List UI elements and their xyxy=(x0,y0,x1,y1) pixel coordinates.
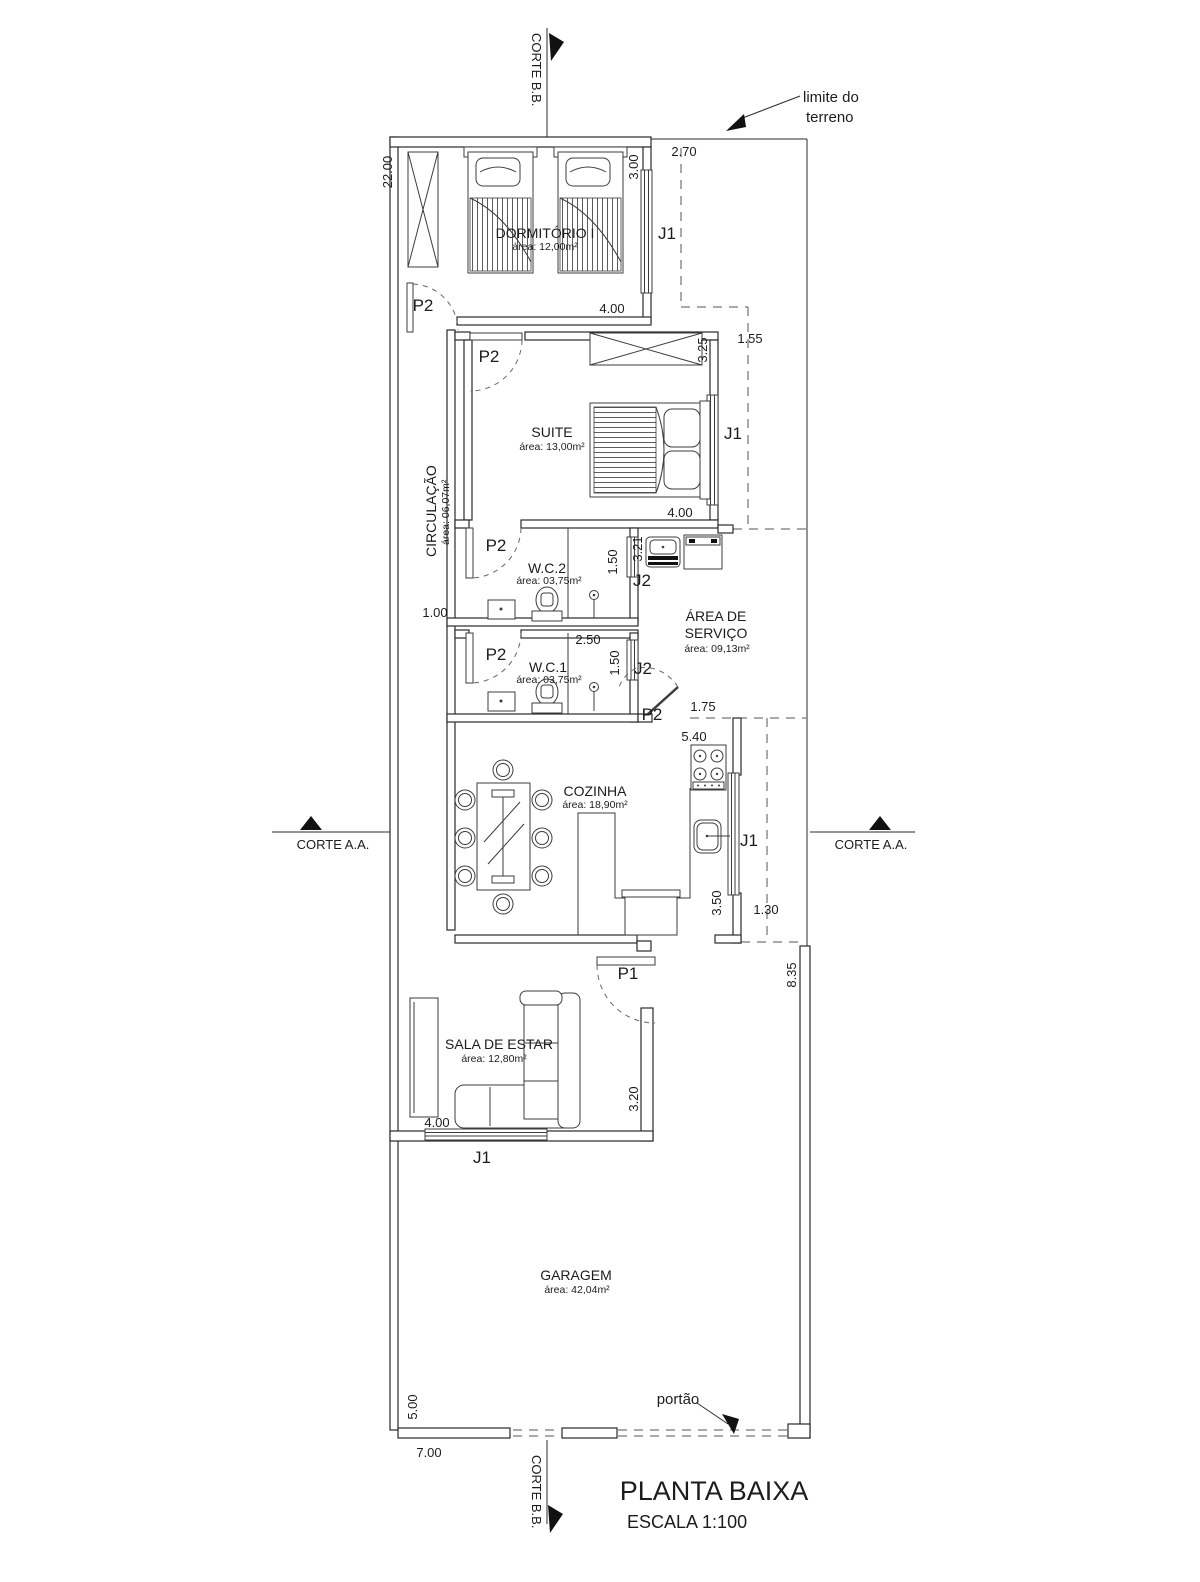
cozinha-furniture xyxy=(455,745,730,935)
room-name-wc1: W.C.1 xyxy=(528,659,568,675)
gate-dashed xyxy=(513,1430,788,1436)
dim-22-00: 22.00 xyxy=(380,155,395,189)
stove-icon xyxy=(691,745,726,790)
servico-fixtures xyxy=(646,535,722,569)
gate-label: portão xyxy=(656,1391,700,1408)
dim-1-55: 1.55 xyxy=(737,331,763,346)
dim-8-35: 8.35 xyxy=(784,962,799,988)
tag-p2-suite: P2 xyxy=(478,347,500,366)
window-j1-cozinha xyxy=(728,773,739,895)
kitchen-sink-icon xyxy=(694,820,730,853)
section-bb-label-top: CORTE B.B. xyxy=(529,33,544,107)
dim-7-00: 7.00 xyxy=(416,1445,442,1460)
terrain-limit-leader xyxy=(740,96,800,119)
dim-1-75: 1.75 xyxy=(690,699,716,714)
wardrobe-icon xyxy=(590,333,702,365)
bed-single-icon xyxy=(554,147,627,273)
section-aa-arrow-left xyxy=(300,816,322,830)
tag-p2-wc1: P2 xyxy=(485,645,507,664)
dim-1-50-wc1: 1.50 xyxy=(607,650,622,676)
tag-p2-wc2: P2 xyxy=(485,536,507,555)
dim-1-30: 1.30 xyxy=(753,902,779,917)
dim-2-70: 2.70 xyxy=(671,144,697,159)
dim-4-00-sala: 4.00 xyxy=(424,1115,450,1130)
room-area-dormitorio: área: 12,00m² xyxy=(512,241,578,253)
wardrobe-icon xyxy=(408,152,438,267)
section-bb-arrow-top xyxy=(549,33,564,61)
tag-j2-wc1: J2 xyxy=(634,659,652,678)
tag-j1-cozinha: J1 xyxy=(740,831,758,850)
tag-j1-sala: J1 xyxy=(473,1148,491,1167)
dim-5-40: 5.40 xyxy=(681,729,707,744)
section-bb-arrow-bottom xyxy=(548,1505,563,1533)
dim-3-50: 3.50 xyxy=(709,890,724,916)
section-bb-label-bottom: CORTE B.B. xyxy=(529,1455,544,1529)
gate-leader xyxy=(697,1403,728,1424)
tag-j1-dormitorio: J1 xyxy=(658,224,676,243)
suite-furniture xyxy=(590,333,710,499)
room-name-cozinha: COZINHA xyxy=(563,783,627,799)
tag-j2-wc2: J2 xyxy=(633,571,651,590)
terrain-limit-arrow xyxy=(726,114,746,131)
bed-single-icon xyxy=(464,147,537,273)
section-aa-label-left: CORTE A.A. xyxy=(296,837,370,852)
dim-1-00: 1.00 xyxy=(422,605,448,620)
tag-j1-suite: J1 xyxy=(724,424,742,443)
dim-4-00-suite: 4.00 xyxy=(667,505,693,520)
dim-1-50-wc2: 1.50 xyxy=(605,549,620,575)
drawing-title: PLANTA BAIXA xyxy=(619,1476,809,1506)
room-name-circulacao: CIRCULAÇÃO xyxy=(423,465,439,557)
room-area-wc1: área: 03,75m² xyxy=(516,674,582,686)
room-name-servico-2: SERVIÇO xyxy=(684,625,748,641)
tag-p1-entrance: P1 xyxy=(617,964,639,983)
washing-machine-icon xyxy=(684,535,722,569)
tag-p2-dormitorio: P2 xyxy=(412,296,434,315)
dining-table-icon xyxy=(455,760,552,914)
terrain-limit-label-1: limite do xyxy=(803,89,859,106)
room-name-wc2: W.C.2 xyxy=(527,560,567,576)
terrain-limit-label-2: terreno xyxy=(806,109,854,126)
window-j1-dormitorio xyxy=(641,170,652,293)
dim-5-00: 5.00 xyxy=(405,1394,420,1420)
tv-rack-icon xyxy=(410,998,438,1117)
dim-4-00-dormitorio: 4.00 xyxy=(599,301,625,316)
room-name-servico-1: ÁREA DE xyxy=(685,608,747,624)
room-area-cozinha: área: 18,90m² xyxy=(562,799,628,811)
bed-double-icon xyxy=(590,401,710,499)
dormitorio-furniture xyxy=(408,147,627,273)
room-area-wc2: área: 03,75m² xyxy=(516,575,582,587)
room-name-garagem: GARAGEM xyxy=(540,1267,612,1283)
dim-3-20: 3.20 xyxy=(626,1086,641,1112)
dim-2-50: 2.50 xyxy=(575,632,601,647)
room-name-sala: SALA DE ESTAR xyxy=(445,1036,553,1052)
room-area-sala: área: 12,80m² xyxy=(461,1053,527,1065)
room-area-suite: área: 13,00m² xyxy=(519,441,585,453)
laundry-tank-icon xyxy=(646,537,680,567)
room-name-suite: SUITE xyxy=(531,424,573,440)
room-name-dormitorio: DORMITÓRIO I xyxy=(495,225,595,241)
dim-3-00: 3.00 xyxy=(626,154,641,180)
drawing-scale: ESCALA 1:100 xyxy=(627,1512,748,1532)
section-aa-label-right: CORTE A.A. xyxy=(834,837,908,852)
dim-3-25: 3.25 xyxy=(695,337,710,363)
fridge-icon xyxy=(622,890,680,935)
room-area-garagem: área: 42,04m² xyxy=(544,1284,610,1296)
room-area-circulacao: área: 06,07m² xyxy=(440,479,452,545)
room-area-servico: área: 09,13m² xyxy=(684,643,750,655)
window-j1-sala xyxy=(425,1129,547,1140)
tag-p2-servico: P2 xyxy=(641,705,663,724)
gate-arrow xyxy=(722,1414,739,1434)
section-aa-arrow-right xyxy=(869,816,891,830)
dim-3-21: 3.21 xyxy=(630,536,645,562)
